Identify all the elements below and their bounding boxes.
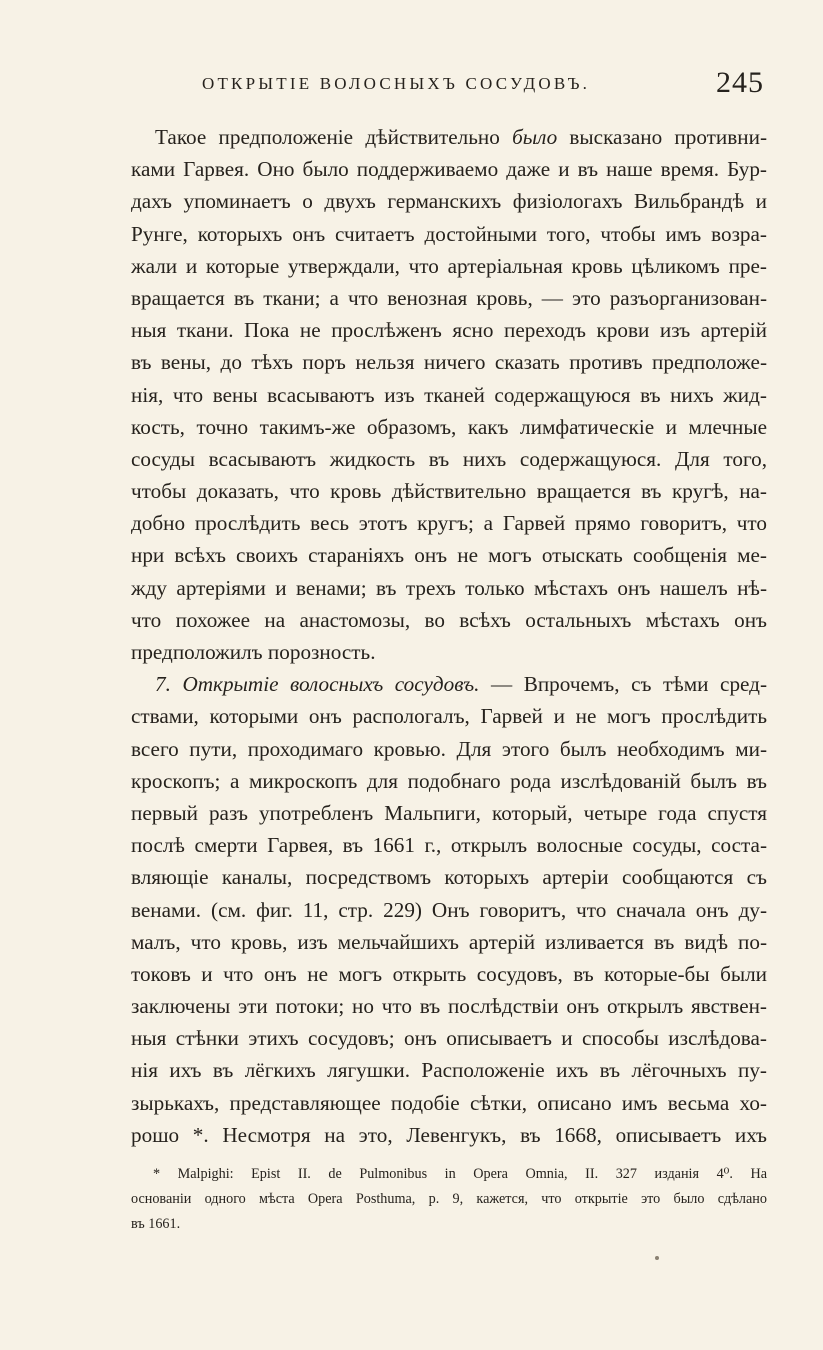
text-line: малъ, что кровь, изъ мельчайшихъ артерій изливается въ видѣ по- bbox=[131, 929, 767, 954]
text-line: вращается въ ткани; а что венозная кровь, — это разъорганизован- bbox=[131, 285, 767, 310]
text-line: кроскопъ; а микроскопъ для подобнаго рода изслѣдованій былъ въ bbox=[131, 768, 767, 793]
text-line: рошо *. Несмотря на это, Левенгукъ, въ 1668, описываетъ ихъ bbox=[131, 1122, 767, 1147]
footnote-line: въ 1661. bbox=[131, 1216, 181, 1232]
section-title: Открытіе волосныхъ сосудовъ. bbox=[182, 672, 480, 697]
text-line: всего пути, проходимаго кровью. Для этого былъ необходимъ ми- bbox=[131, 736, 767, 761]
text-line: вляющіе каналы, посредствомъ которыхъ артеріи сообщаются съ bbox=[131, 865, 767, 890]
ink-speck bbox=[655, 1256, 659, 1260]
text-line: кость, точно такимъ-же образомъ, какъ лимфатическіе и млечные bbox=[131, 414, 767, 439]
text-line: чтобы доказать, что кровь дѣйствительно вращается въ кругѣ, на- bbox=[131, 479, 767, 504]
text-line: ныя стѣнки этихъ сосудовъ; онъ описываетъ и способы изслѣдова- bbox=[131, 1026, 767, 1051]
text-line: первый разъ употребленъ Мальпиги, который, четыре года спустя bbox=[131, 800, 767, 825]
text-line: дахъ упоминаетъ о двухъ германскихъ физіологахъ Вильбрандѣ и bbox=[131, 189, 767, 214]
footnote-line: основаніи одного мѣста Opera Posthuma, p. 9, кажется, что открытіе это было сдѣлано bbox=[131, 1191, 767, 1207]
text-line-part: высказано противни- bbox=[557, 125, 767, 149]
text-line: Рунге, которыхъ онъ считаетъ достойными того, чтобы имъ возра- bbox=[131, 221, 767, 246]
text-line: послѣ смерти Гарвея, въ 1661 г., открылъ волосные сосуды, соста- bbox=[131, 833, 767, 858]
text-line: въ вены, до тѣхъ поръ нельзя ничего сказать противъ предположе- bbox=[131, 350, 767, 375]
text-line: венами. (см. фиг. 11, стр. 229) Онъ говоритъ, что сначала онъ ду- bbox=[131, 897, 767, 922]
text-line: сосуды всасываютъ жидкость въ нихъ содержащуюся. Для того, bbox=[131, 446, 767, 471]
text-line: жду артеріями и венами; въ трехъ только мѣстахъ онъ нашелъ нѣ- bbox=[131, 575, 767, 600]
text-line: зырькахъ, представляющее подобіе сѣтки, описано имъ весьма хо- bbox=[131, 1090, 767, 1115]
text-line: ствами, которыми онъ распологалъ, Гарвей и не могъ прослѣдить bbox=[131, 704, 767, 729]
text-line: добно прослѣдить весь этотъ кругъ; а Гарвей прямо говоритъ, что bbox=[131, 511, 767, 536]
text-line: нія, что вены всасываютъ изъ тканей содержащуюся въ нихъ жид- bbox=[131, 382, 767, 407]
running-title: ОТКРЫТІЕ ВОЛОСНЫХЪ СОСУДОВЪ. bbox=[202, 74, 591, 93]
text-line: нія ихъ въ лёгкихъ лягушки. Расположеніе ихъ въ лёгочныхъ пу- bbox=[131, 1058, 767, 1083]
section-first-line-rest: — Впрочемъ, съ тѣми сред- bbox=[490, 672, 767, 697]
text-line: токовъ и что онъ не могъ открыть сосудовъ, въ которые-бы были bbox=[131, 961, 767, 986]
page-number: 245 bbox=[716, 66, 764, 99]
text-line: что похожее на анастомозы, во всѣхъ остальныхъ мѣстахъ онъ bbox=[131, 607, 767, 632]
text-line: ныя ткани. Пока не прослѣженъ ясно переходъ крови изъ артерій bbox=[131, 318, 767, 343]
text-line-part: Такое предположеніе дѣйствительно bbox=[155, 125, 513, 149]
text-line: предположилъ порозность. bbox=[131, 640, 376, 664]
text-line: заключены эти потоки; но что въ послѣдствіи онъ открылъ явствен- bbox=[131, 994, 767, 1019]
emphasized-word: было bbox=[512, 125, 558, 149]
section-number: 7. bbox=[155, 672, 171, 697]
footnote-line: * Malpighi: Epist II. de Pulmonibus in Opera Omnia, II. 327 изданія 4⁰. На bbox=[153, 1166, 767, 1182]
text-line: жали и которые утверждали, что артеріальная кровь цѣликомъ пре- bbox=[131, 253, 767, 278]
section-heading-line bbox=[131, 668, 767, 700]
text-line: ками Гарвея. Оно было поддерживаемо даже и въ наше время. Бур- bbox=[131, 157, 767, 182]
text-line: нри всѣхъ своихъ стараніяхъ онъ не могъ отыскать сообщенія ме- bbox=[131, 543, 767, 568]
page-header bbox=[132, 66, 772, 102]
main-text bbox=[131, 121, 767, 1151]
footnote bbox=[131, 1162, 767, 1237]
text-line bbox=[131, 121, 767, 153]
